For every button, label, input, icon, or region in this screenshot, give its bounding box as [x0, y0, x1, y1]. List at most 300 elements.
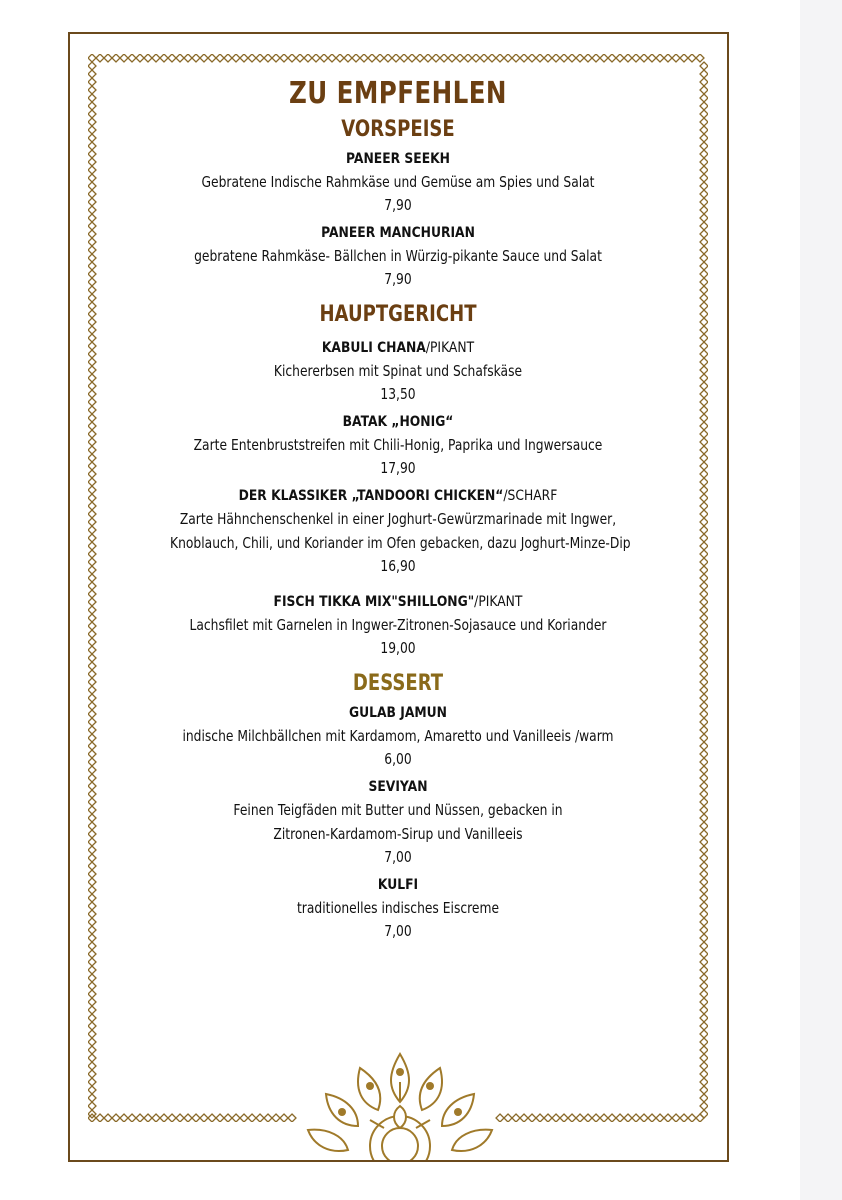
border-diamond — [184, 54, 192, 62]
item-spice-tag: /PIKANT — [425, 340, 475, 356]
border-diamond — [88, 382, 96, 390]
border-diamond — [512, 54, 520, 62]
border-diamond — [432, 54, 440, 62]
border-diamond — [176, 1114, 184, 1122]
border-diamond — [700, 862, 708, 870]
border-diamond — [488, 54, 496, 62]
border-diamond — [88, 942, 96, 950]
item-title: KABULI CHANA — [321, 340, 426, 356]
border-diamond — [272, 54, 280, 62]
border-diamond — [648, 54, 656, 62]
border-diamond — [700, 606, 708, 614]
border-diamond — [700, 126, 708, 134]
border-diamond — [688, 54, 696, 62]
border-diamond — [700, 702, 708, 710]
border-diamond — [632, 1114, 640, 1122]
border-diamond — [700, 926, 708, 934]
item-name — [162, 702, 635, 724]
border-diamond — [700, 470, 708, 478]
border-diamond — [112, 54, 120, 62]
border-diamond — [88, 174, 96, 182]
item-title: PANEER MANCHURIAN — [321, 225, 475, 241]
menu-item — [120, 874, 676, 942]
border-diamond — [700, 934, 708, 942]
border-diamond — [88, 366, 96, 374]
item-price: 6,00 — [384, 750, 412, 768]
border-diamond — [568, 54, 576, 62]
border-diamond — [88, 766, 96, 774]
border-diamond — [640, 1114, 648, 1122]
border-diamond — [700, 550, 708, 558]
border-diamond — [536, 1114, 544, 1122]
border-diamond — [88, 1030, 96, 1038]
border-diamond — [88, 966, 96, 974]
border-diamond — [144, 54, 152, 62]
item-title: KULFI — [377, 877, 419, 893]
border-diamond — [700, 278, 708, 286]
border-diamond — [264, 54, 272, 62]
border-diamond — [280, 1114, 288, 1122]
border-diamond — [304, 54, 312, 62]
border-diamond — [88, 750, 96, 758]
border-diamond — [664, 54, 672, 62]
border-diamond — [88, 1086, 96, 1094]
border-diamond — [700, 582, 708, 590]
mandala-ornament — [300, 1050, 500, 1160]
border-diamond — [700, 982, 708, 990]
item-spice-tag: /PIKANT — [474, 594, 523, 610]
border-diamond — [700, 1006, 708, 1014]
border-diamond — [88, 182, 96, 190]
border-diamond — [608, 54, 616, 62]
border-diamond — [700, 102, 708, 110]
border-diamond — [700, 686, 708, 694]
item-title: PANEER SEEKH — [346, 151, 450, 167]
border-diamond — [360, 54, 368, 62]
item-name — [162, 591, 635, 613]
border-diamond — [700, 446, 708, 454]
border-diamond — [700, 822, 708, 830]
border-diamond — [700, 334, 708, 342]
border-diamond — [88, 646, 96, 654]
border-diamond — [700, 766, 708, 774]
border-diamond — [464, 54, 472, 62]
border-diamond — [112, 1114, 120, 1122]
border-diamond — [700, 742, 708, 750]
border-diamond — [544, 54, 552, 62]
border-diamond — [700, 318, 708, 326]
border-diamond — [136, 54, 144, 62]
item-description: indische Milchbällchen mit Kardamom, Amaretto und Vanilleeis /warm — [182, 727, 614, 745]
border-diamond — [312, 54, 320, 62]
border-diamond — [336, 54, 344, 62]
menu-item — [120, 591, 676, 659]
border-diamond — [160, 1114, 168, 1122]
border-diamond — [88, 414, 96, 422]
border-diamond — [88, 638, 96, 646]
border-diamond — [88, 718, 96, 726]
border-diamond — [288, 54, 296, 62]
border-diamond — [88, 734, 96, 742]
menu-item — [120, 776, 676, 868]
border-diamond — [88, 694, 96, 702]
border-diamond — [88, 494, 96, 502]
border-diamond — [88, 262, 96, 270]
item-name — [162, 485, 635, 507]
border-diamond — [88, 886, 96, 894]
border-diamond — [700, 270, 708, 278]
menu-item — [120, 485, 676, 577]
border-diamond — [700, 86, 708, 94]
border-diamond — [88, 574, 96, 582]
border-diamond — [700, 902, 708, 910]
border-diamond — [700, 1070, 708, 1078]
border-diamond — [700, 1014, 708, 1022]
border-diamond — [88, 894, 96, 902]
border-diamond — [560, 54, 568, 62]
border-diamond — [88, 438, 96, 446]
border-diamond — [88, 950, 96, 958]
menu-item — [120, 411, 676, 479]
border-diamond — [700, 878, 708, 886]
border-diamond — [700, 990, 708, 998]
item-spice-tag: /SCHARF — [503, 488, 558, 504]
border-diamond — [512, 1114, 520, 1122]
border-diamond — [624, 1114, 632, 1122]
item-name — [162, 222, 635, 244]
border-diamond — [216, 1114, 224, 1122]
border-diamond — [584, 54, 592, 62]
border-diamond — [688, 1114, 696, 1122]
border-diamond — [700, 158, 708, 166]
border-diamond — [700, 974, 708, 982]
border-diamond — [700, 166, 708, 174]
border-diamond — [88, 806, 96, 814]
border-diamond — [88, 358, 96, 366]
border-diamond — [88, 862, 96, 870]
border-diamond — [328, 54, 336, 62]
border-diamond — [88, 1062, 96, 1070]
border-diamond — [624, 54, 632, 62]
item-title: SEVIYAN — [368, 779, 428, 795]
border-diamond — [224, 1114, 232, 1122]
border-diamond — [88, 342, 96, 350]
border-diamond — [700, 310, 708, 318]
border-diamond — [700, 798, 708, 806]
border-diamond — [700, 566, 708, 574]
border-diamond — [88, 654, 96, 662]
border-diamond — [416, 54, 424, 62]
border-diamond — [88, 558, 96, 566]
border-diamond — [264, 1114, 272, 1122]
border-diamond — [700, 910, 708, 918]
menu-item — [120, 148, 676, 216]
border-diamond — [88, 670, 96, 678]
item-price: 17,90 — [380, 459, 416, 477]
border-diamond — [700, 670, 708, 678]
border-diamond — [616, 54, 624, 62]
border-diamond — [144, 1114, 152, 1122]
border-diamond — [88, 1094, 96, 1102]
border-diamond — [560, 1114, 568, 1122]
border-diamond — [88, 1054, 96, 1062]
border-diamond — [552, 54, 560, 62]
border-diamond — [88, 854, 96, 862]
border-diamond — [88, 742, 96, 750]
border-diamond — [520, 54, 528, 62]
border-diamond — [700, 182, 708, 190]
border-diamond — [700, 750, 708, 758]
border-diamond — [700, 494, 708, 502]
item-name — [162, 776, 635, 798]
border-diamond — [200, 54, 208, 62]
border-diamond — [700, 678, 708, 686]
menu-item — [120, 337, 676, 405]
item-price: 7,00 — [384, 922, 412, 940]
item-price: 7,90 — [384, 196, 412, 214]
border-diamond — [472, 54, 480, 62]
border-diamond — [700, 574, 708, 582]
border-diamond — [352, 54, 360, 62]
menu-title: ZU EMPFEHLEN — [289, 76, 507, 111]
border-diamond — [88, 430, 96, 438]
border-diamond — [700, 342, 708, 350]
border-diamond — [700, 694, 708, 702]
border-diamond — [88, 70, 96, 78]
border-diamond — [248, 54, 256, 62]
border-diamond — [700, 142, 708, 150]
item-description: Gebratene Indische Rahmkäse und Gemüse am Spies und Salat — [201, 173, 595, 191]
border-diamond — [700, 782, 708, 790]
item-price: 16,90 — [380, 557, 416, 575]
border-diamond — [700, 542, 708, 550]
border-diamond — [88, 926, 96, 934]
border-diamond — [400, 54, 408, 62]
border-diamond — [88, 254, 96, 262]
border-diamond — [700, 846, 708, 854]
border-diamond — [88, 142, 96, 150]
border-diamond — [88, 902, 96, 910]
border-diamond — [700, 478, 708, 486]
border-diamond — [256, 1114, 264, 1122]
border-diamond — [96, 54, 104, 62]
border-diamond — [632, 54, 640, 62]
border-diamond — [700, 558, 708, 566]
border-diamond — [408, 54, 416, 62]
section-heading-vorspeise: VORSPEISE — [341, 117, 455, 142]
border-diamond — [88, 422, 96, 430]
border-diamond — [88, 278, 96, 286]
border-diamond — [88, 158, 96, 166]
border-diamond — [88, 1102, 96, 1110]
border-diamond — [700, 1022, 708, 1030]
border-diamond — [88, 470, 96, 478]
border-diamond — [700, 214, 708, 222]
border-diamond — [568, 1114, 576, 1122]
border-diamond — [296, 54, 304, 62]
item-description: Kichererbsen mit Spinat und Schafskäse — [273, 362, 523, 380]
border-diamond — [456, 54, 464, 62]
border-diamond — [440, 54, 448, 62]
border-diamond — [88, 662, 96, 670]
border-diamond — [592, 54, 600, 62]
border-diamond — [700, 806, 708, 814]
border-diamond — [700, 230, 708, 238]
border-diamond — [88, 822, 96, 830]
border-diamond — [128, 54, 136, 62]
border-diamond — [700, 590, 708, 598]
border-diamond — [88, 54, 96, 62]
item-description: Zitronen-Kardamom-Sirup und Vanilleeis — [273, 825, 523, 843]
border-diamond — [184, 1114, 192, 1122]
border-diamond — [88, 990, 96, 998]
item-title: DER KLASSIKER „TANDOORI CHICKEN“ — [238, 488, 504, 504]
border-diamond — [88, 286, 96, 294]
border-diamond — [88, 1006, 96, 1014]
border-diamond — [700, 174, 708, 182]
border-diamond — [700, 774, 708, 782]
border-diamond — [520, 1114, 528, 1122]
border-diamond — [88, 798, 96, 806]
item-title: FISCH TIKKA MIX"SHILLONG" — [273, 594, 475, 610]
border-diamond — [88, 318, 96, 326]
border-diamond — [88, 726, 96, 734]
border-diamond — [344, 54, 352, 62]
border-diamond — [700, 350, 708, 358]
border-diamond — [88, 1038, 96, 1046]
border-diamond — [104, 54, 112, 62]
border-diamond — [680, 54, 688, 62]
border-diamond — [656, 1114, 664, 1122]
border-diamond — [88, 678, 96, 686]
border-diamond — [700, 638, 708, 646]
border-diamond — [700, 790, 708, 798]
border-diamond — [88, 198, 96, 206]
border-diamond — [88, 702, 96, 710]
border-diamond — [700, 430, 708, 438]
border-diamond — [700, 966, 708, 974]
border-diamond — [700, 390, 708, 398]
border-diamond — [700, 286, 708, 294]
border-diamond — [700, 358, 708, 366]
border-diamond — [160, 54, 168, 62]
border-diamond — [88, 974, 96, 982]
border-diamond — [700, 830, 708, 838]
border-diamond — [272, 1114, 280, 1122]
border-diamond — [700, 62, 708, 70]
border-diamond — [88, 270, 96, 278]
border-diamond — [700, 366, 708, 374]
item-description: Zarte Hähnchenschenkel in einer Joghurt-Gewürzmarinade mit Ingwer, — [179, 510, 617, 528]
border-diamond — [232, 1114, 240, 1122]
item-title: BATAK „HONIG“ — [342, 414, 454, 430]
border-diamond — [88, 1022, 96, 1030]
item-price: 7,00 — [384, 848, 412, 866]
border-diamond — [88, 518, 96, 526]
menu-item — [120, 222, 676, 290]
border-diamond — [700, 1094, 708, 1102]
border-diamond — [700, 1078, 708, 1086]
border-diamond — [700, 950, 708, 958]
border-diamond — [88, 1014, 96, 1022]
border-diamond — [88, 622, 96, 630]
border-diamond — [88, 190, 96, 198]
border-diamond — [88, 486, 96, 494]
border-diamond — [88, 1078, 96, 1086]
border-diamond — [700, 1038, 708, 1046]
border-diamond — [88, 398, 96, 406]
border-diamond — [528, 1114, 536, 1122]
border-diamond — [384, 54, 392, 62]
border-diamond — [600, 54, 608, 62]
border-diamond — [700, 886, 708, 894]
border-diamond — [696, 54, 704, 62]
border-diamond — [88, 134, 96, 142]
border-diamond — [680, 1114, 688, 1122]
item-name — [162, 337, 635, 359]
border-diamond — [88, 86, 96, 94]
border-diamond — [700, 614, 708, 622]
border-diamond — [88, 958, 96, 966]
border-diamond — [240, 1114, 248, 1122]
border-diamond — [616, 1114, 624, 1122]
border-diamond — [104, 1114, 112, 1122]
border-diamond — [232, 54, 240, 62]
border-diamond — [700, 382, 708, 390]
border-diamond — [88, 310, 96, 318]
border-diamond — [608, 1114, 616, 1122]
border-diamond — [700, 870, 708, 878]
border-diamond — [88, 406, 96, 414]
border-diamond — [700, 942, 708, 950]
border-diamond — [88, 870, 96, 878]
border-diamond — [88, 302, 96, 310]
border-diamond — [88, 222, 96, 230]
item-description: gebratene Rahmkäse- Bällchen in Würzig-pikante Sauce und Salat — [194, 247, 602, 265]
border-diamond — [88, 526, 96, 534]
border-diamond — [88, 838, 96, 846]
border-diamond — [88, 590, 96, 598]
border-diamond — [240, 54, 248, 62]
border-diamond — [368, 54, 376, 62]
border-diamond — [88, 110, 96, 118]
border-diamond — [584, 1114, 592, 1122]
border-diamond — [88, 502, 96, 510]
border-diamond — [88, 758, 96, 766]
border-diamond — [88, 118, 96, 126]
border-diamond — [700, 758, 708, 766]
border-diamond — [700, 718, 708, 726]
section-heading-hauptgericht: HAUPTGERICHT — [319, 302, 477, 327]
border-diamond — [700, 294, 708, 302]
border-diamond — [200, 1114, 208, 1122]
border-diamond — [88, 454, 96, 462]
menu-item — [120, 702, 676, 770]
border-diamond — [176, 54, 184, 62]
border-diamond — [88, 630, 96, 638]
border-diamond — [88, 790, 96, 798]
border-diamond — [88, 606, 96, 614]
border-diamond — [88, 326, 96, 334]
border-diamond — [256, 54, 264, 62]
border-diamond — [120, 1114, 128, 1122]
item-name — [162, 874, 635, 896]
border-diamond — [700, 734, 708, 742]
border-diamond — [88, 350, 96, 358]
item-price: 19,00 — [380, 639, 416, 657]
border-diamond — [192, 54, 200, 62]
border-diamond — [224, 54, 232, 62]
